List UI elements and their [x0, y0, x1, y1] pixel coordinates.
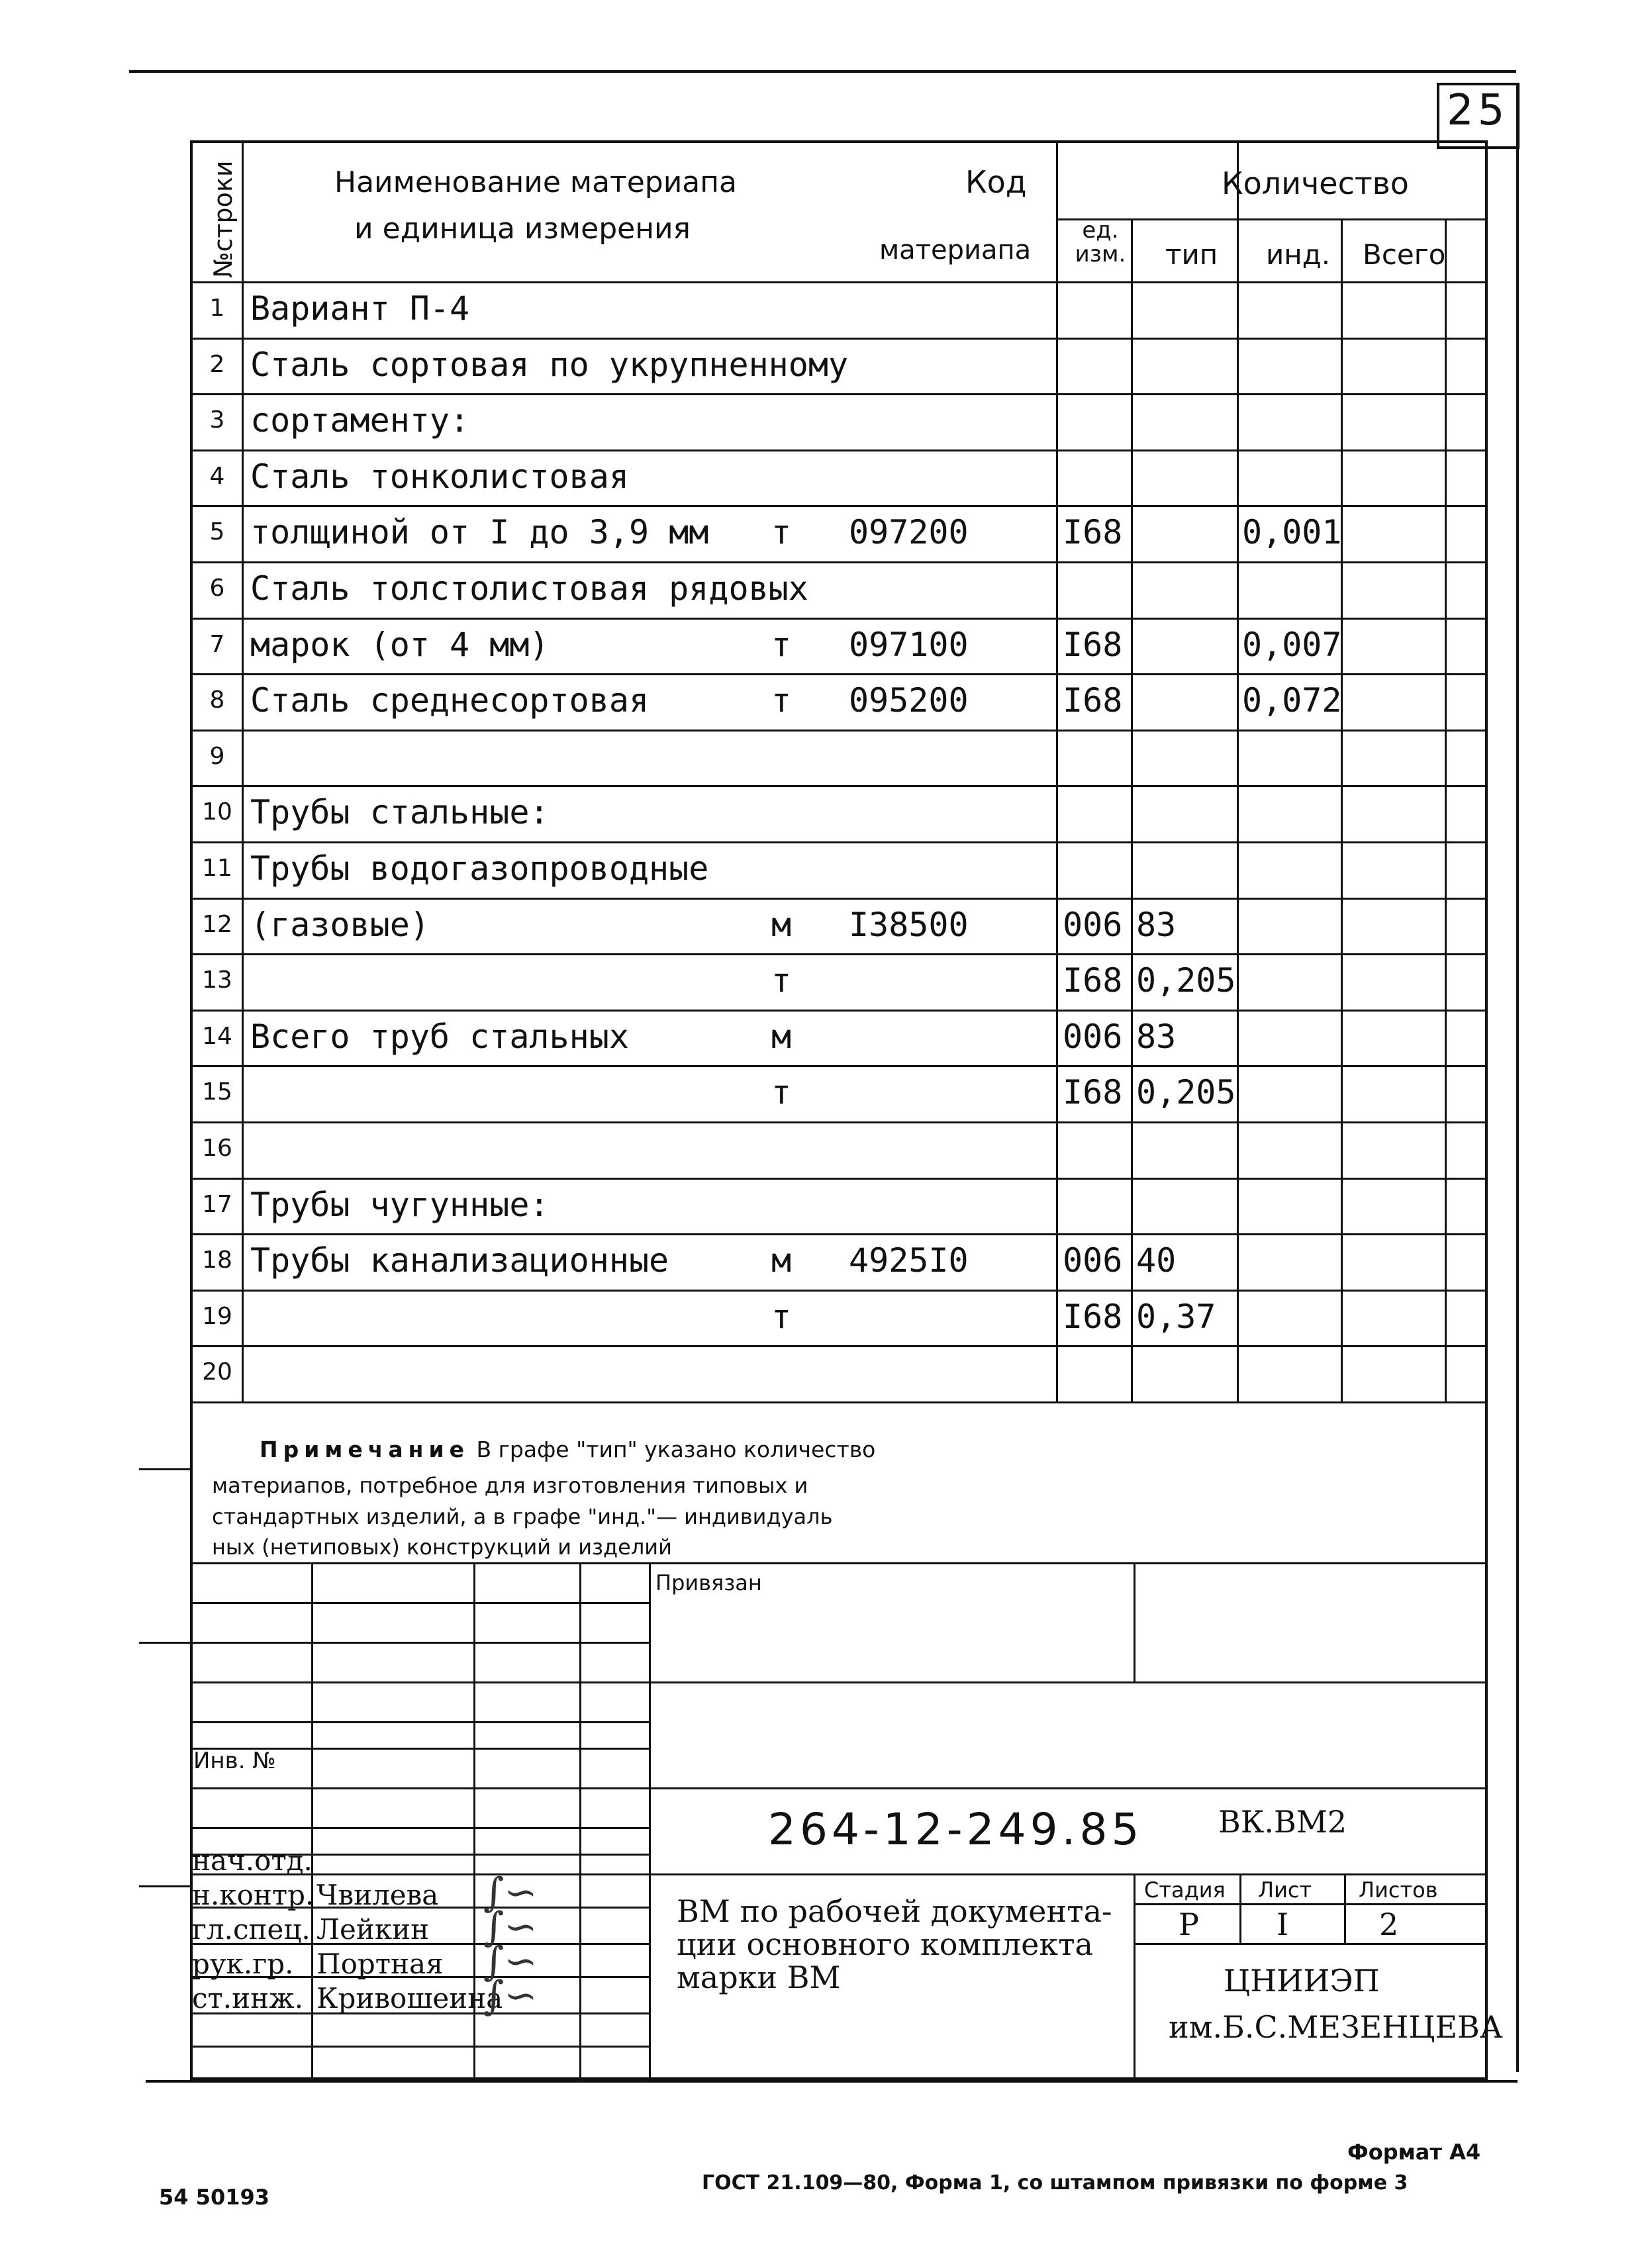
left-grid-row-3 [190, 1721, 649, 1723]
row-rule-10 [190, 841, 1488, 843]
header-row-no: №строки [209, 160, 238, 278]
material-name: марок (от 4 мм) [250, 625, 550, 664]
margin-tick-3 [139, 1885, 192, 1887]
material-name: Сталь тонколистовая [250, 457, 629, 496]
note-line1 [260, 1437, 875, 1462]
unit-code: 006 [1063, 905, 1123, 944]
material-name: Сталь толстолистовая рядовых [250, 569, 808, 608]
material-name: Трубы стальные: [250, 793, 550, 832]
sheet-col-line [1344, 1873, 1346, 1943]
sheet-value: I [1277, 1907, 1289, 1942]
unit-code: I68 [1063, 1073, 1123, 1112]
row-number: 8 [209, 686, 225, 714]
row-rule-15 [190, 1121, 1488, 1123]
doc-title-1: ВМ по рабочей документа- [677, 1893, 1112, 1929]
row-number: 3 [209, 406, 225, 434]
sheets-value: 2 [1379, 1907, 1399, 1942]
material-code: 097100 [849, 625, 969, 664]
row-number: 12 [202, 910, 232, 938]
qty-type: 40 [1136, 1241, 1177, 1280]
row-rule-4 [190, 505, 1488, 507]
material-name: Трубы канализационные [250, 1241, 669, 1280]
designation-bottom [649, 1873, 1488, 1875]
left-grid-row-6 [190, 1827, 649, 1829]
org-line1: ЦНИИЭП [1224, 1963, 1380, 1999]
header-code-unit: ед. изм. [1075, 217, 1126, 267]
top-rule [129, 70, 1516, 73]
format-label: Формат А4 [1347, 2140, 1481, 2165]
material-name: Трубы чугунные: [250, 1185, 550, 1224]
material-name: Трубы водогазопроводные [250, 849, 709, 888]
qty-type: 83 [1136, 1017, 1177, 1056]
right-extension [1516, 83, 1519, 2072]
unit-code: I68 [1063, 681, 1123, 720]
col-line-ind [1445, 218, 1447, 1401]
bottom-rule [146, 2080, 1518, 2083]
row-number: 13 [202, 967, 232, 994]
row-rule-7 [190, 673, 1488, 675]
row-rule-9 [190, 785, 1488, 787]
privyazan-divider [1134, 1562, 1135, 1681]
stage-value: Р [1179, 1907, 1199, 1942]
unit-of-measure: т [771, 681, 792, 720]
qty-ind: 0,072 [1242, 681, 1342, 720]
unit-code: 006 [1063, 1241, 1123, 1280]
row-number: 18 [202, 1247, 232, 1274]
material-code: 4925I0 [849, 1241, 969, 1280]
row-number: 4 [209, 462, 225, 490]
sheet-label: Лист [1258, 1877, 1312, 1903]
row-number: 17 [202, 1190, 232, 1218]
row-number: 20 [202, 1358, 232, 1386]
material-code: 097200 [849, 513, 969, 552]
row-rule-16 [190, 1178, 1488, 1180]
left-grid-col-0 [311, 1562, 313, 2080]
row-rule-13 [190, 1010, 1488, 1012]
note-line2: материапов, потребное для изготовления типовых и [212, 1473, 808, 1498]
row-rule-17 [190, 1233, 1488, 1235]
header-bottom-rule [190, 281, 1488, 283]
person-name: Чвилева [316, 1879, 439, 1911]
signature-mark: ∫∽ [483, 1938, 538, 1985]
header-name-line1: Наименование материапа [334, 165, 737, 199]
role-label: гл.спец. [192, 1913, 311, 1946]
row-number: 7 [209, 630, 225, 658]
material-code: I38500 [849, 905, 969, 944]
header-quantity: Количество [1222, 165, 1409, 201]
role-label: ст.инж. [192, 1982, 304, 2014]
margin-tick-2 [139, 1642, 192, 1644]
privyazan-label: Привязан [655, 1570, 762, 1595]
role-label: н.контр. [192, 1879, 314, 1911]
signature-mark: ∫∽ [483, 1973, 538, 2019]
row-rule-2 [190, 393, 1488, 395]
row-rule-6 [190, 618, 1488, 620]
unit-of-measure: м [771, 1241, 792, 1280]
unit-of-measure: т [771, 961, 792, 1000]
qty-ind: 0,001 [1242, 513, 1342, 552]
margin-tick-1 [139, 1468, 192, 1470]
left-grid-row-0 [190, 1602, 649, 1604]
qty-type: 0,205 [1136, 1073, 1236, 1112]
stamp-top-rule [190, 1562, 1488, 1564]
material-code: 095200 [849, 681, 969, 720]
row-number: 14 [202, 1022, 232, 1050]
row-rule-12 [190, 953, 1488, 955]
row-number: 2 [209, 350, 225, 378]
qty-ind: 0,007 [1242, 625, 1342, 664]
doc-title-2: ции основного комплекта [677, 1926, 1093, 1962]
header-qty-ind: инд. [1266, 238, 1331, 271]
note-label: Примечание [260, 1437, 469, 1462]
role-label: рук.гр. [192, 1948, 294, 1980]
qty-type: 0,37 [1136, 1297, 1216, 1336]
designation-code: ВК.ВМ2 [1218, 1804, 1347, 1840]
row-rule-19 [190, 1345, 1488, 1347]
signature-mark: ∫∽ [483, 1904, 538, 1950]
material-name: (газовые) [250, 905, 430, 944]
signature-mark: ∫∽ [483, 1869, 538, 1916]
unit-of-measure: м [771, 1017, 792, 1056]
inv-no-label: Инв. № [193, 1748, 276, 1774]
material-name: толщиной от I до 3,9 мм [250, 513, 709, 552]
left-grid-row-13 [190, 2046, 649, 2048]
row-rule-18 [190, 1290, 1488, 1292]
row-rule-3 [190, 449, 1488, 451]
org-line2: им.Б.С.МЕЗЕНЦЕВА [1169, 2009, 1503, 2045]
row-number: 16 [202, 1135, 232, 1162]
stamp-left-divider [649, 1562, 651, 2080]
left-grid-row-1 [190, 1642, 649, 1644]
row-number: 10 [202, 798, 232, 826]
row-number: 1 [209, 295, 225, 322]
header-name-line2: и единица измерения [354, 212, 691, 246]
unit-of-measure: т [771, 513, 792, 552]
stage-header-rule [1134, 1903, 1488, 1905]
unit-of-measure: м [771, 905, 792, 944]
material-name: Сталь сортовая по укрупненному [250, 345, 849, 384]
person-name: Портная [316, 1948, 444, 1980]
row-rule-11 [190, 898, 1488, 900]
privyazan-bottom [649, 1681, 1488, 1683]
stage-value-rule [1134, 1943, 1488, 1945]
header-code-material: материапа [879, 235, 1032, 265]
col-line-code [1131, 218, 1133, 1401]
row-rule-1 [190, 338, 1488, 340]
note-text-1: В графе "тип" указано количество [476, 1437, 876, 1462]
row-rule-5 [190, 561, 1488, 563]
col-line-name [1056, 140, 1058, 1401]
gost-label: ГОСТ 21.109—80, Форма 1, со штампом привязки по форме 3 [702, 2171, 1408, 2195]
person-name: Кривошеина [316, 1982, 503, 2014]
qty-type: 0,205 [1136, 961, 1236, 1000]
header-qty-type: тип [1165, 238, 1218, 271]
person-name: Лейкин [316, 1913, 430, 1946]
unit-code: 006 [1063, 1017, 1123, 1056]
row-number: 15 [202, 1078, 232, 1106]
sheets-label: Листов [1359, 1877, 1438, 1903]
unit-code: I68 [1063, 961, 1123, 1000]
unit-of-measure: т [771, 625, 792, 664]
designation-handwritten: 264-12-249.85 [768, 1804, 1143, 1855]
archive-code: 54 50193 [159, 2185, 269, 2210]
header-qty-total: Всего [1363, 238, 1446, 271]
note-line4: ных (нетиповых) конструкций и изделий [212, 1535, 672, 1560]
designation-top [649, 1787, 1488, 1789]
row-number: 11 [202, 855, 232, 882]
header-code: Код [965, 164, 1027, 200]
row-number: 19 [202, 1302, 232, 1330]
col-line-type [1341, 218, 1343, 1401]
unit-code: I68 [1063, 513, 1123, 552]
material-name: Сталь среднесортовая [250, 681, 650, 720]
unit-of-measure: т [771, 1073, 792, 1112]
row-rule-20 [190, 1401, 1488, 1403]
material-name: сортаменту: [250, 401, 470, 440]
stage-col-line [1239, 1873, 1241, 1943]
doc-title-3: марки ВМ [677, 1960, 841, 1995]
row-number: 9 [209, 742, 225, 770]
sheet-number: 25 [1447, 86, 1509, 135]
row-rule-14 [190, 1065, 1488, 1067]
material-name: Всего труб стальных [250, 1017, 629, 1056]
role-label: нач.отд. [192, 1844, 313, 1877]
left-grid-row-5 [190, 1787, 649, 1789]
material-name: Вариант П-4 [250, 289, 470, 328]
unit-code: I68 [1063, 625, 1123, 664]
unit-code: I68 [1063, 1297, 1123, 1336]
row-rule-8 [190, 730, 1488, 732]
qty-type: 83 [1136, 905, 1177, 944]
left-grid-col-2 [579, 1562, 581, 2080]
note-line3: стандартных изделий, а в графе "инд."— индивидуаль [212, 1504, 833, 1529]
left-grid-row-2 [190, 1681, 649, 1683]
row-number: 6 [209, 575, 225, 602]
stage-label: Стадия [1144, 1877, 1226, 1903]
col-line-num [242, 140, 244, 1401]
unit-of-measure: т [771, 1297, 792, 1336]
row-number: 5 [209, 518, 225, 546]
col-line-unit [1237, 140, 1239, 1401]
